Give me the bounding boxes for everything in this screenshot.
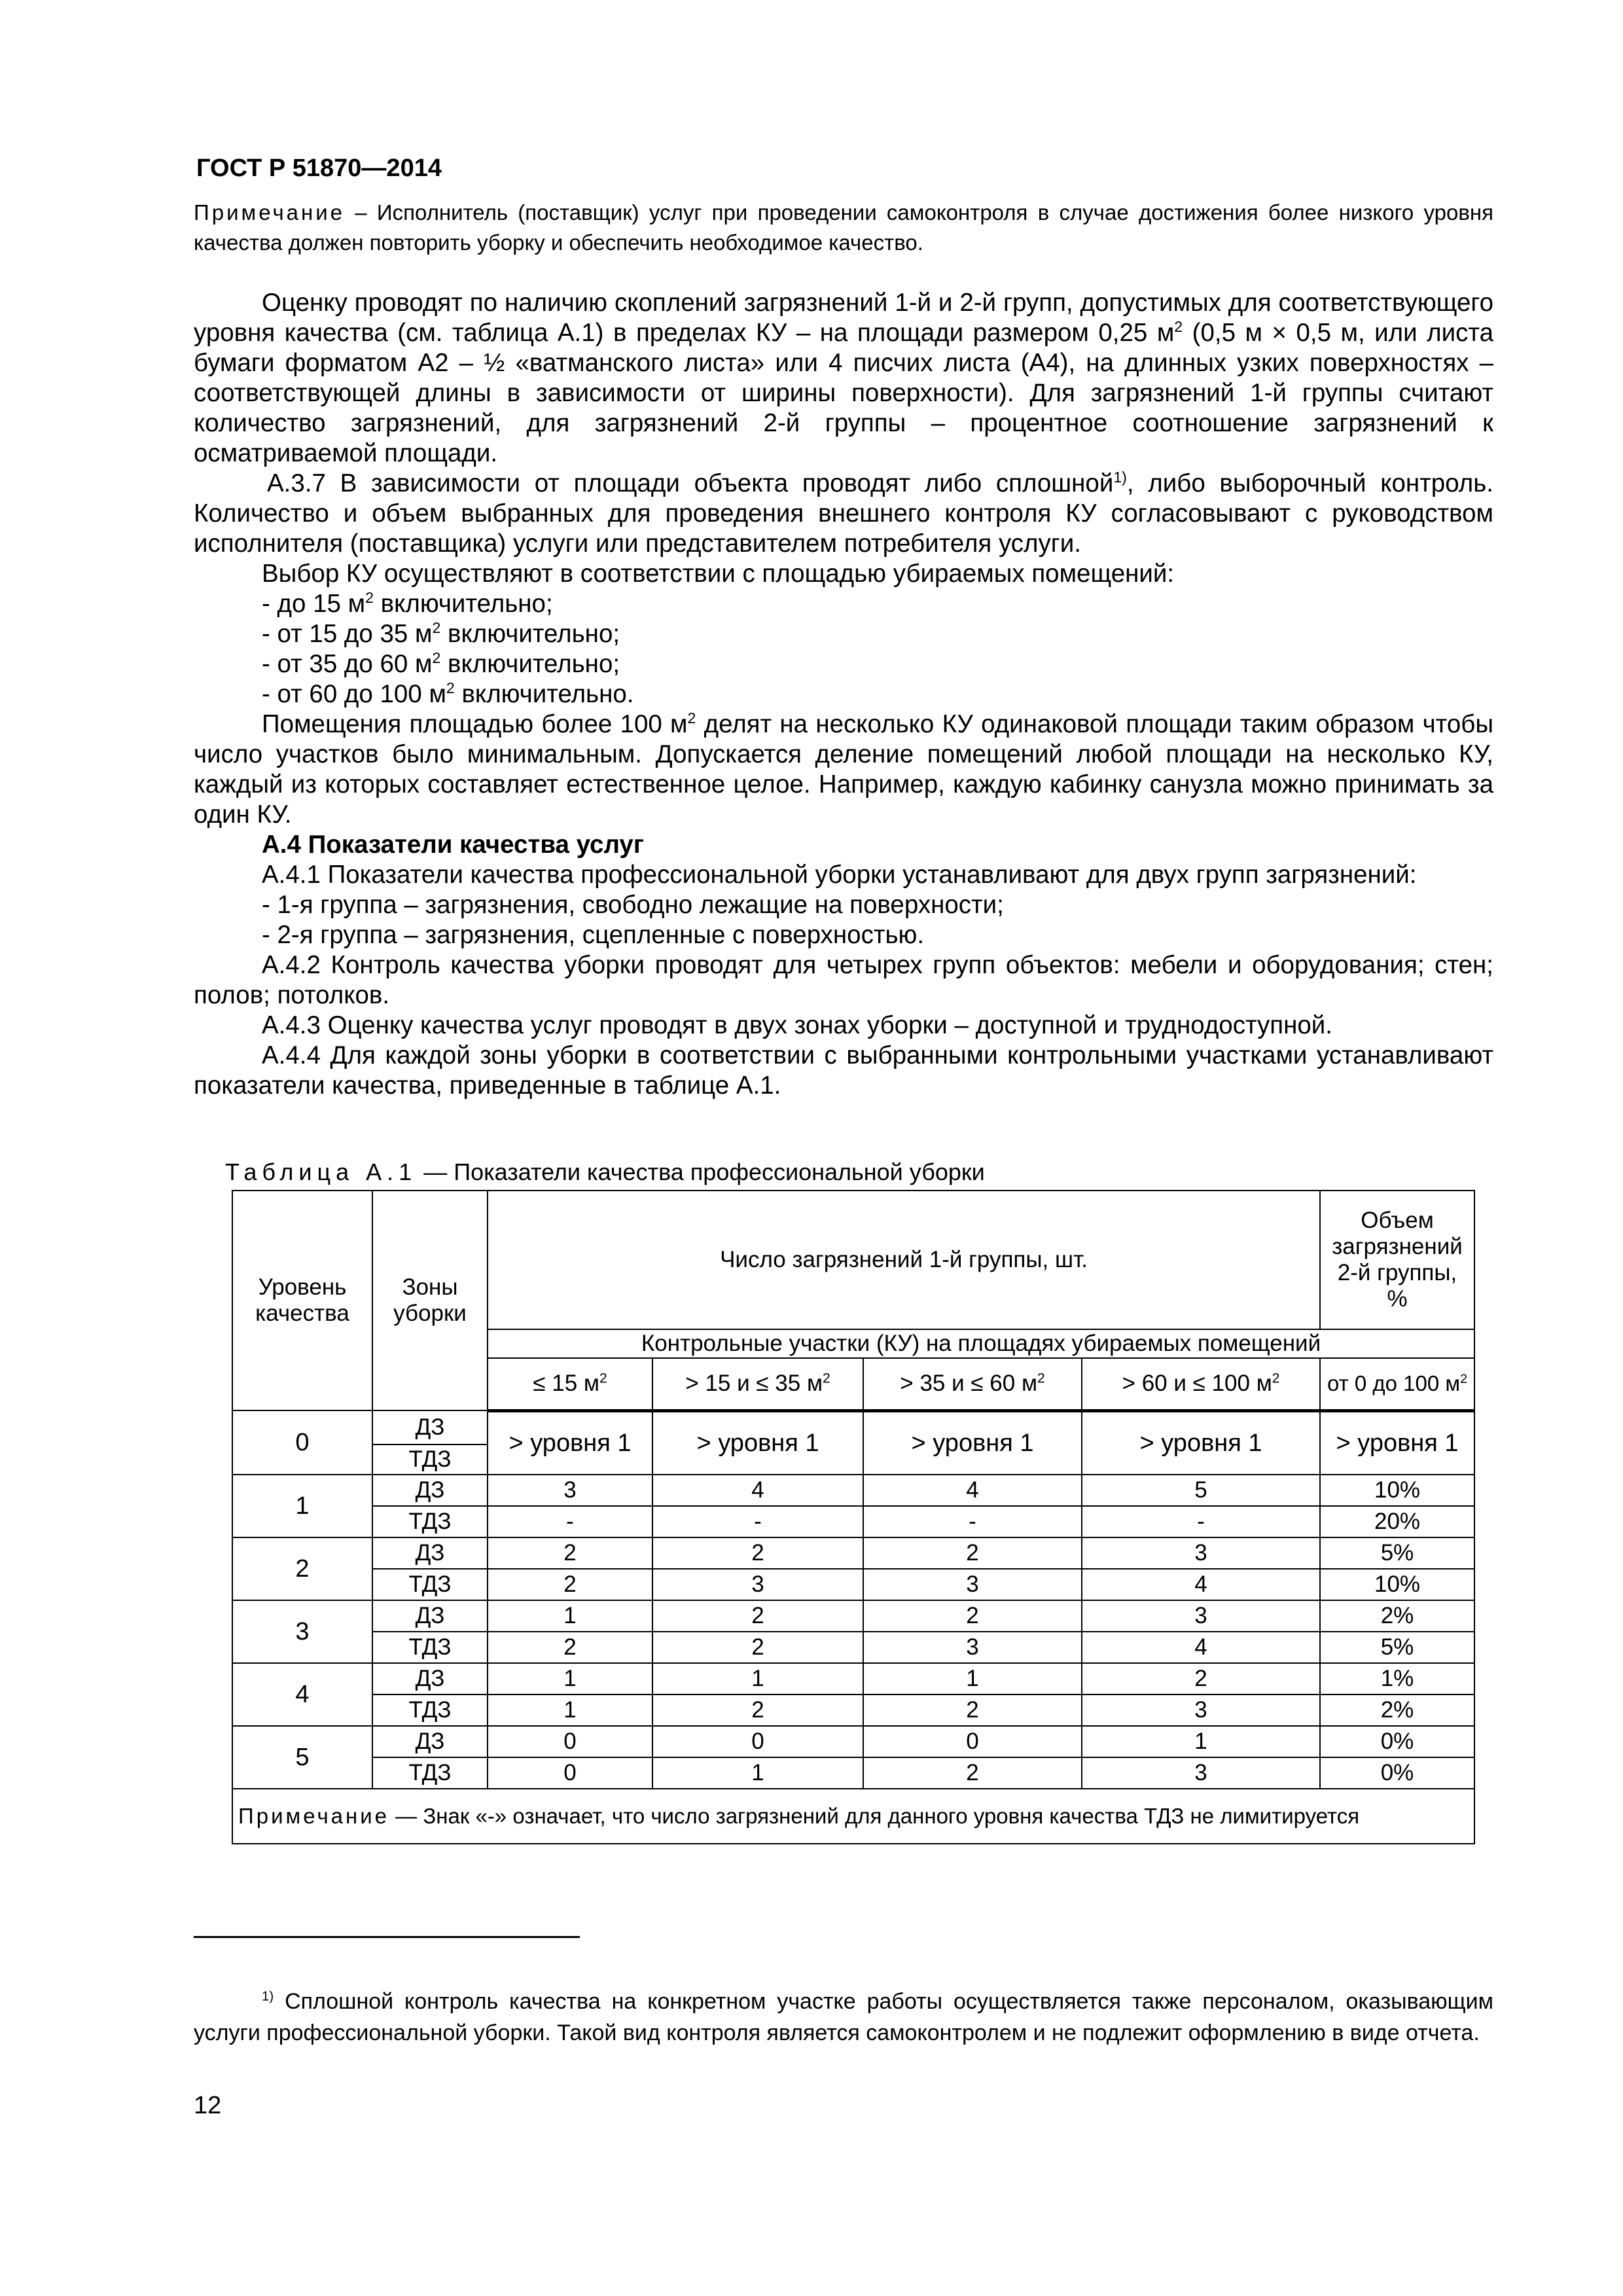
paragraph-rooms: Помещения площадью более 100 $м^2$ делят на несколько КУ одинаковой площади таким образом чтобы число участков было минимальным. Допускается деление помещений любой площади на несколько КУ, каждый из которых составляет естественное целое. Например, каждую кабинку санузла можно принимать за один КУ. [194, 709, 1493, 829]
paragraph-a43: А.4.3 Оценку качества услуг проводят в двух зонах уборки – доступной и труднодоступной. [262, 1011, 1333, 1039]
header-group2: Объем загрязнений 2-й группы, % [1320, 1191, 1474, 1329]
list-item: - до 15 $м^2$ включительно; [262, 589, 553, 618]
table-row: 1 ДЗ 3 4 4 5 10% [232, 1475, 1474, 1506]
table-row: ТДЗ - - - - 20% [232, 1506, 1474, 1537]
table-row: 3 ДЗ 1 2 2 3 2% [232, 1600, 1474, 1632]
header-ku: Контрольные участки (КУ) на площадях убираемых помещений [488, 1329, 1474, 1358]
table-row: ТДЗ 2 2 3 4 5% [232, 1632, 1474, 1663]
paragraph-a44: А.4.4 Для каждой зоны уборки в соответствии с выбранными контрольными участками устанавливают показатели качества, приведенные в таблице А.1. [194, 1041, 1493, 1100]
section-title-a4: А.4 Показатели качества услуг [262, 831, 644, 859]
header-area-35: > 15 и ≤ 35 $м^2$ [652, 1358, 863, 1410]
header-area-0-100: от 0 до 100 $м^2$ [1320, 1358, 1474, 1410]
table-row: ТДЗ [232, 1444, 1474, 1475]
paragraph-a37: А.3.7 В зависимости от площади объекта проводят либо сплошной$^{1)}$, либо выборочный контроль. Количество и объем выбранных для проведения внешнего контроля КУ согласовывают с руководством исполнителя (поставщика) услуги или представителем потребителя услуги. [194, 469, 1493, 558]
table-note: Примечание — Знак «-» означает, что число загрязнений для данного уровня качества ТДЗ не лимитируется [232, 1789, 1474, 1844]
table-caption: Таблица А.1 — Показатели качества профессиональной уборки [225, 1158, 985, 1185]
header-area-100: > 60 и ≤ 100 $м^2$ [1082, 1358, 1320, 1410]
paragraph-assessment: Оценку проводят по наличию скоплений загрязнений 1-й и 2-й групп, допустимых для соответствующего уровня качества (см. таблица А.1) в пределах КУ – на площади размером 0,25 $м^2$ (0,5 м × 0,5 м, или листа бумаги форматом А2 – ½ «ватманского листа» или 4 писчих листа (А4), на длинных узких поверхностях – соответствующей длины в зависимости от ширины поверхности). Для загрязнений 1-й группы считают количество загрязнений, для загрязнений 2-й группы – процентное соотношение загрязнений к осматриваемой площади. [194, 289, 1493, 467]
note-label: Примечание [194, 200, 346, 224]
table-row: ТДЗ 0 1 2 3 0% [232, 1757, 1474, 1789]
paragraph-a42: А.4.2 Контроль качества уборки проводят для четырех групп объектов: мебели и оборудования; стен; полов; потолков. [194, 951, 1493, 1009]
table-row: 2 ДЗ 2 2 2 3 5% [232, 1537, 1474, 1569]
list-item-group1: - 1-я группа – загрязнения, свободно лежащие на поверхности; [262, 891, 1004, 919]
paragraph-a41: А.4.1 Показатели качества профессиональной уборки устанавливают для двух групп загрязнений: [262, 861, 1417, 889]
page-number: 12 [194, 2092, 222, 2119]
table-row: 5 ДЗ 0 0 0 1 0% [232, 1726, 1474, 1757]
table-row: 0 ДЗ > уровня 1 > уровня 1 > уровня 1 > уровня 1 > уровня 1 [232, 1410, 1474, 1444]
quality-table [232, 1190, 1475, 1844]
header-zone: Зоны уборки [372, 1191, 488, 1410]
paragraph-choice: Выбор КУ осуществляют в соответствии с площадью убираемых помещений: [262, 560, 1175, 588]
footnote-divider [194, 1936, 580, 1938]
header-area-60: > 35 и ≤ 60 $м^2$ [863, 1358, 1082, 1410]
table-row: ТДЗ 1 2 2 3 2% [232, 1695, 1474, 1726]
note-self-control [194, 198, 1493, 258]
list-item: - от 60 до 100 $м^2$ включительно. [262, 679, 634, 708]
table-row: ТДЗ 2 3 3 4 10% [232, 1569, 1474, 1600]
list-item: - от 15 до 35 $м^2$ включительно; [262, 619, 620, 648]
table-row: 4 ДЗ 1 1 1 2 1% [232, 1663, 1474, 1695]
list-item: - от 35 до 60 $м^2$ включительно; [262, 649, 620, 678]
document-header: ГОСТ Р 51870—2014 [196, 154, 442, 182]
header-level: Уровень качества [232, 1191, 372, 1410]
note-text: – Исполнитель (поставщик) услуг при проведении самоконтроля в случае достижения более низкого уровня качества должен повторить уборку и обеспечить необходимое качество. [194, 200, 1493, 255]
body-text [194, 288, 1493, 1101]
header-group1: Число загрязнений 1-й группы, шт. [488, 1191, 1320, 1329]
header-area-15: ≤ 15 $м^2$ [488, 1358, 652, 1410]
list-item-group2: - 2-я группа – загрязнения, сцепленные с поверхностью. [262, 921, 925, 949]
footnote: $^{1)}$ Сплошной контроль качества на конкретном участке работы осуществляется также персоналом, оказывающим услуги профессиональной уборки. Такой вид контроля является самоконтролем и не подлежит оформлению в виде отчета. [194, 1989, 1493, 2045]
